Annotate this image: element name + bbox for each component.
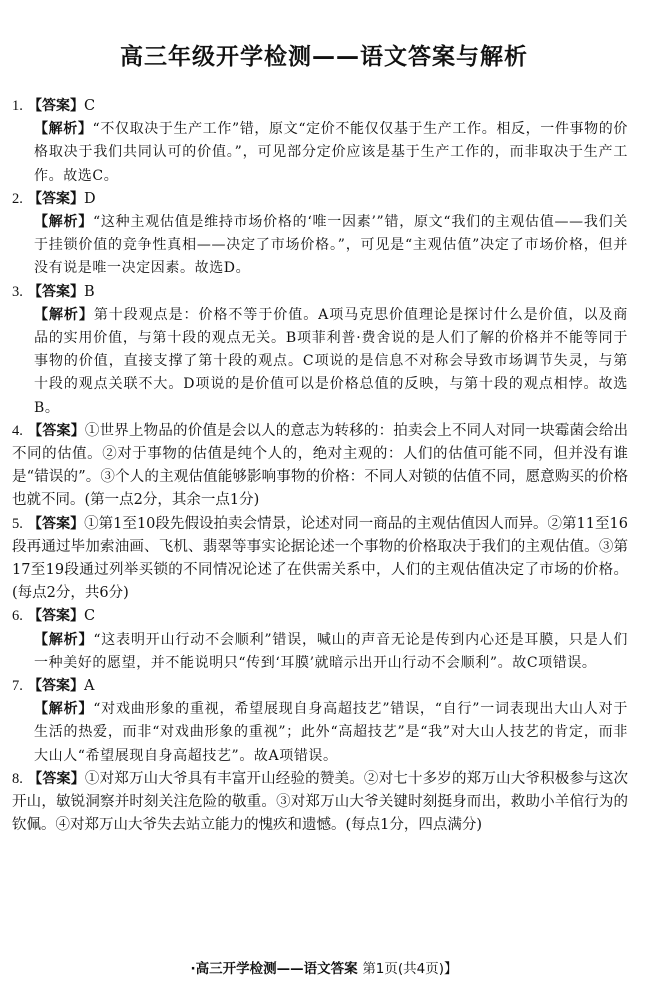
question-item-3: [12, 281, 628, 420]
question-item-4: [12, 420, 628, 513]
answer-line: [12, 768, 628, 838]
answer-line: [12, 605, 628, 628]
page-footer: [0, 957, 648, 977]
analysis-tag: 【解析】: [34, 631, 94, 648]
answer-text: ①对郑万山大爷具有丰富开山经验的赞美。②对七十多岁的郑万山大爷积极参与这次开山，敏锐洞察并时刻关注危险的敬重。③对郑万山大爷关键时刻挺身而出，救助小羊倌行为的钦佩。④对郑万山大爷失去站立能力的愧疚和遗憾。(每点1分，四点满分): [12, 770, 629, 834]
answer-text: A: [84, 678, 95, 695]
answer-tag: 【答案】: [28, 190, 84, 207]
analysis-line: [12, 698, 628, 768]
analysis-tag: 【解析】: [34, 121, 93, 138]
answer-text: D: [84, 190, 96, 207]
analysis-tag: 【解析】: [34, 306, 94, 323]
answer-text: C: [84, 608, 96, 625]
answer-tag: 【答案】: [28, 515, 85, 532]
answer-text: ①第1至10段先假设拍卖会情景，论述对同一商品的主观估值因人而异。②第11至16段再通过毕加索油画、飞机、翡翠等事实论据论述一个事物的价格取决于我们的主观估值。③第17至19段通过列举买锁的不同情况论述了在供需关系中，人们的主观估值决定了市场的价格。(每点2分，共6分): [12, 515, 629, 602]
question-item-8: [12, 768, 628, 838]
answer-tag: 【答案】: [28, 422, 85, 439]
answer-tag: 【答案】: [28, 98, 84, 114]
footer-exam-name: ·高三开学检测——语文答案: [190, 961, 358, 977]
answer-tag: 【答案】: [28, 283, 84, 300]
analysis-text: “对戏曲形象的重视，希望展现自身高超技艺”错误，“自行”一词表现出大山人对于生活的热爱，而非“对戏曲形象的重视”；此外“高超技艺”是“我”对大山人技艺的肯定，而非大山人“希望展现自身高超技艺”。故A项错误。: [34, 701, 628, 764]
footer-page-number: 第1页(共4页)】: [362, 961, 458, 977]
question-number: 8.: [12, 770, 23, 787]
answer-text: B: [84, 283, 95, 300]
answer-tag: 【答案】: [28, 678, 84, 695]
question-item-5: [12, 513, 628, 606]
answer-line: [12, 675, 628, 698]
question-item-7: [12, 675, 628, 768]
question-number: 5.: [12, 515, 23, 532]
answer-tag: 【答案】: [28, 608, 84, 625]
question-item-6: [12, 605, 628, 675]
analysis-text: “不仅取决于生产工作”错，原文“定价不能仅仅基于生产工作。相反，一件事物的价格取决于我们共同认可的价值。”，可见部分定价应该是基于生产工作的，而非取决于生产工作。故选C。: [34, 121, 628, 184]
answer-line: [12, 281, 628, 304]
analysis-text: 第十段观点是：价格不等于价值。A项马克思价值理论是探讨什么是价值，以及商品的实用价值，与第十段的观点无关。B项菲利普·费舍说的是人们了解的价格并不能等同于事物的价值，直接支撑了第十段的观点。C项说的是信息不对称会导致市场调节失灵，与第十段的观点关联不大。D项说的是价值可以是价格总值的反映，与第十段的观点相悖。故选B。: [34, 306, 628, 416]
analysis-text: “这表明开山行动不会顺利”错误，喊山的声音无论是传到内心还是耳膜，只是人们一种美好的愿望，并不能说明只“传到‘耳膜’就暗示出开山行动不会顺利”。故C项错误。: [34, 631, 628, 671]
question-number: 7.: [12, 678, 23, 695]
answer-list: [12, 95, 628, 838]
question-number: 4.: [12, 422, 23, 439]
question-number: 3.: [12, 283, 23, 300]
answer-line: [12, 95, 628, 118]
analysis-tag: 【解析】: [34, 701, 94, 718]
question-number: 6.: [12, 608, 23, 625]
question-number: 2.: [12, 190, 23, 207]
question-item-2: [12, 188, 628, 281]
analysis-text: “这种主观估值是维持市场价格的‘唯一因素’”错，原文“我们的主观估值——我们关于挂锁价值的竞争性真相——决定了市场价格。”，可见是“主观估值”决定了市场价格，但并没有说是唯一决定因素。故选D。: [34, 214, 628, 277]
answer-line: [12, 188, 628, 211]
answer-line: [12, 420, 628, 513]
answer-text: C: [84, 98, 96, 114]
analysis-line: [12, 304, 628, 420]
page-title: 高三年级开学检测——语文答案与解析: [120, 44, 528, 70]
analysis-line: [12, 211, 628, 281]
analysis-line: [12, 629, 628, 675]
question-item-1: [12, 95, 628, 188]
answer-line: [12, 513, 628, 606]
analysis-tag: 【解析】: [34, 214, 93, 231]
answer-tag: 【答案】: [28, 770, 85, 787]
answer-text: ①世界上物品的价值是会以人的意志为转移的：拍卖会上不同人对同一块霉菌会给出不同的估值。②对于事物的估值是纯个人的，绝对主观的：人们的估值可能不同，但并没有谁是“错误的”。③个人的主观估值能够影响事物的价格：不同人对锁的估值不同，愿意购买的价格也就不同。(第一点2分，其余一点1分): [12, 422, 629, 509]
question-number: 1.: [12, 98, 23, 114]
analysis-line: [12, 118, 628, 188]
